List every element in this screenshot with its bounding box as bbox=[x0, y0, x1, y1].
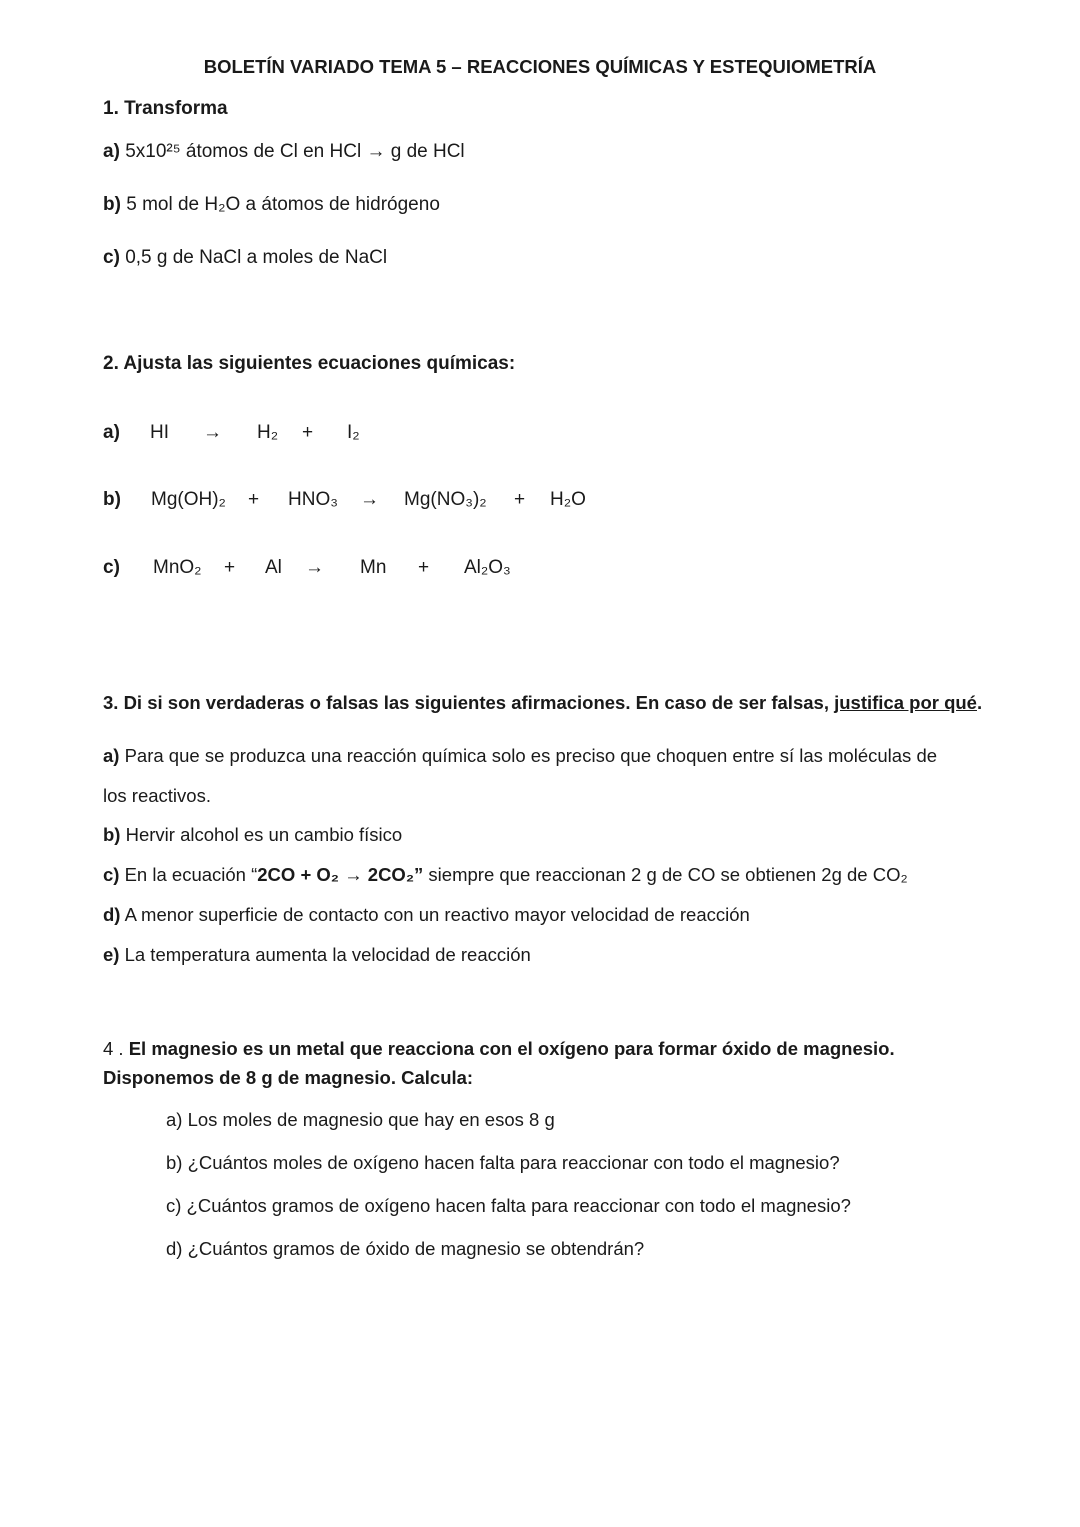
q2-b-plus: + bbox=[248, 489, 260, 510]
q2-c-term: Mn bbox=[360, 557, 387, 578]
q2-b-label: b) bbox=[103, 489, 121, 510]
q1-a-label: a) bbox=[103, 141, 120, 162]
q2-b-term: Mg(NO₃)₂ bbox=[404, 489, 487, 510]
q2-b-term: H₂O bbox=[550, 489, 586, 510]
q3-a-line1: Para que se produzca una reacción química solo es preciso que choquen entre sí las moléculas de bbox=[124, 745, 938, 766]
q4-heading-line1 bbox=[103, 1038, 895, 1060]
q3-item-e bbox=[103, 944, 531, 966]
q3-heading-underlined: justifica por qué bbox=[834, 692, 977, 713]
q1-c-label: c) bbox=[103, 247, 120, 268]
q3-heading bbox=[103, 692, 982, 714]
q4-heading-line2: Disponemos de 8 g de magnesio. Calcula: bbox=[103, 1067, 474, 1088]
q1-heading: 1. Transforma bbox=[103, 98, 228, 119]
q3-item-b bbox=[103, 824, 402, 846]
q3-c-pre: En la ecuación “ bbox=[124, 864, 258, 885]
q3-d-text: A menor superficie de contacto con un reactivo mayor velocidad de reacción bbox=[124, 904, 750, 925]
q2-heading: 2. Ajusta las siguientes ecuaciones químicas: bbox=[103, 353, 516, 374]
q3-d-label: d) bbox=[103, 904, 121, 925]
q2-c-arrow: → bbox=[305, 557, 324, 578]
q3-a-line2: los reactivos. bbox=[103, 785, 211, 806]
q3-b-label: b) bbox=[103, 824, 121, 845]
q2-a-label: a) bbox=[103, 422, 120, 443]
q1-b-text: 5 mol de H₂O a átomos de hidrógeno bbox=[126, 194, 440, 215]
q2-a-term: H₂ bbox=[257, 422, 279, 443]
q2-a-arrow: → bbox=[203, 422, 222, 443]
q4-number: 4 . bbox=[103, 1038, 129, 1059]
q1-item-a bbox=[103, 141, 465, 164]
q3-e-label: e) bbox=[103, 944, 120, 965]
q2-b-plus: + bbox=[514, 489, 526, 510]
q2-b-term: HNO₃ bbox=[288, 489, 338, 510]
q3-heading-main: 3. Di si son verdaderas o falsas las siguientes afirmaciones. En caso de ser falsas, bbox=[103, 692, 835, 713]
q3-item-d bbox=[103, 904, 750, 926]
q2-b-arrow: → bbox=[360, 489, 379, 510]
q2-c-plus: + bbox=[418, 557, 430, 578]
q2-b-term: Mg(OH)₂ bbox=[151, 489, 226, 510]
q4-heading-text: El magnesio es un metal que reacciona con el oxígeno para formar óxido de magnesio. bbox=[128, 1038, 895, 1059]
q1-item-b bbox=[103, 194, 440, 217]
q3-c-label: c) bbox=[103, 864, 120, 885]
q3-item-c bbox=[103, 864, 908, 886]
q2-a-term: I₂ bbox=[347, 422, 360, 443]
q2-c-term: Al₂O₃ bbox=[464, 557, 511, 578]
q3-c-post: siempre que reaccionan 2 g de CO se obtienen 2g de CO₂ bbox=[423, 864, 908, 885]
q3-a-label: a) bbox=[103, 745, 120, 766]
q3-b-text: Hervir alcohol es un cambio físico bbox=[125, 824, 403, 845]
q4-item-b: b) ¿Cuántos moles de oxígeno hacen falta para reaccionar con todo el magnesio? bbox=[166, 1152, 840, 1173]
q2-c-term: Al bbox=[265, 557, 282, 578]
q3-heading-end: . bbox=[976, 692, 983, 713]
q2-c-term: MnO₂ bbox=[153, 557, 202, 578]
q1-b-label: b) bbox=[103, 194, 121, 215]
q4-item-d: d) ¿Cuántos gramos de óxido de magnesio se obtendrán? bbox=[166, 1238, 645, 1259]
q2-a-term: HI bbox=[150, 422, 169, 443]
q1-c-text: 0,5 g de NaCl a moles de NaCl bbox=[125, 247, 388, 268]
q4-item-c: c) ¿Cuántos gramos de oxígeno hacen falta para reaccionar con todo el magnesio? bbox=[166, 1195, 851, 1216]
q1-item-c bbox=[103, 247, 387, 270]
q2-a-plus: + bbox=[302, 422, 314, 443]
q2-c-label: c) bbox=[103, 557, 120, 578]
q2-c-plus: + bbox=[224, 557, 236, 578]
q3-item-a-line1 bbox=[103, 745, 937, 767]
q3-e-text: La temperatura aumenta la velocidad de reacción bbox=[124, 944, 531, 965]
q3-c-equation: 2CO + O₂ → 2CO₂” bbox=[257, 864, 424, 885]
page-title: BOLETÍN VARIADO TEMA 5 – REACCIONES QUÍMICAS Y ESTEQUIOMETRÍA bbox=[203, 56, 877, 77]
q4-item-a: a) Los moles de magnesio que hay en esos 8 g bbox=[166, 1109, 555, 1130]
q1-a-text: 5x10²⁵ átomos de Cl en HCl → g de HCl bbox=[125, 141, 465, 162]
